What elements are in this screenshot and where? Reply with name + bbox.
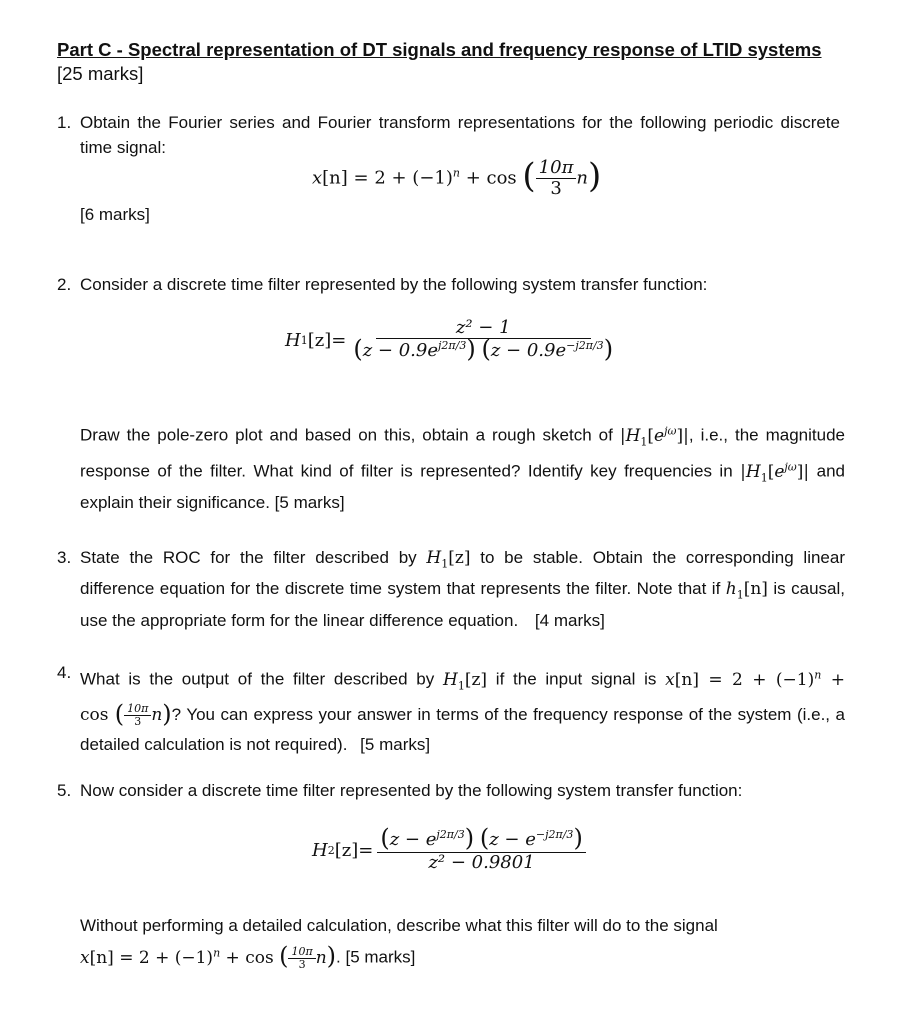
q3-number: 3. — [57, 548, 72, 567]
question-4 — [57, 660, 847, 759]
q5-text: Now consider a discrete time filter represented by the following system transfer function: — [80, 781, 743, 800]
q5-signal-line: $x[n] = 2 + (-1)^n + \cos$ ( $\frac{10\pi}{3}$ n). [5 marks] — [80, 942, 416, 971]
q1-marks: [6 marks] — [80, 205, 150, 224]
title-marks: [25 marks] — [57, 63, 144, 84]
question-1 — [57, 110, 847, 160]
q3-text: State the ROC for the filter described by $H_1[z]$ to be stable. Obtain the corresponding linear difference equation for the discrete time system that represents the filter. Note that if $h_1[n]$ is causal, use the appropriate form for the linear difference equation. [4 marks] — [80, 548, 845, 630]
q2-equation: H 1 [z] = $\frac{\text{z² − 1}}{(z - 0.9e^{j2\pi/3}) (z - 0.9e^{-j2\pi/3})}$ — [285, 317, 614, 363]
title-part: Part C - — [57, 39, 128, 60]
section-title — [57, 38, 837, 86]
q4-text: What is the output of the filter described by $H_1[z]$ if the input signal is $x[n] = 2 + (-1)^n + \cos$ ( $\frac{10\pi}{3}$ n)? You can express your answer in terms of the frequency response of the system (i.e., a detailed calculation is not required). [5 marks] — [80, 668, 846, 755]
question-3 — [57, 545, 847, 633]
q1-number: 1. — [57, 113, 72, 132]
q5-equation: H 2 [z] = $\frac{(z - e^{j2\pi/3}) (z - e^{-j2\pi/3})}{\text{z² − 0.9801}}$ — [312, 828, 586, 873]
q1-text: Obtain the Fourier series and Fourier transform representations for the following periodic discrete time signal: — [80, 113, 840, 157]
q4-number: 4. — [57, 663, 72, 682]
question-5 — [57, 778, 847, 803]
q2-paragraph: Draw the pole-zero plot and based on this, obtain a rough sketch of $|H_1[e^{j\omega}]|$, i.e., the magnitude response of the filter. What kind of filter is represented? Identify key frequencies in $|H_1[e^{j\omega}]|$ and explain their significance. [5 marks] — [80, 424, 845, 513]
q1-equation: $x[n] = 2 + (-1)^n + \cos$ ( $\frac{10\pi}{3}$ n) — [312, 156, 602, 199]
question-2 — [57, 272, 847, 297]
q2-number: 2. — [57, 275, 72, 294]
q5-paragraph: Without performing a detailed calculation, describe what this filter will do to the signal — [80, 916, 718, 935]
title-main: Spectral representation of DT signals and frequency response of LTID systems — [127, 39, 822, 60]
q5-number: 5. — [57, 781, 72, 800]
q2-text: Consider a discrete time filter represented by the following system transfer function: — [80, 275, 708, 294]
